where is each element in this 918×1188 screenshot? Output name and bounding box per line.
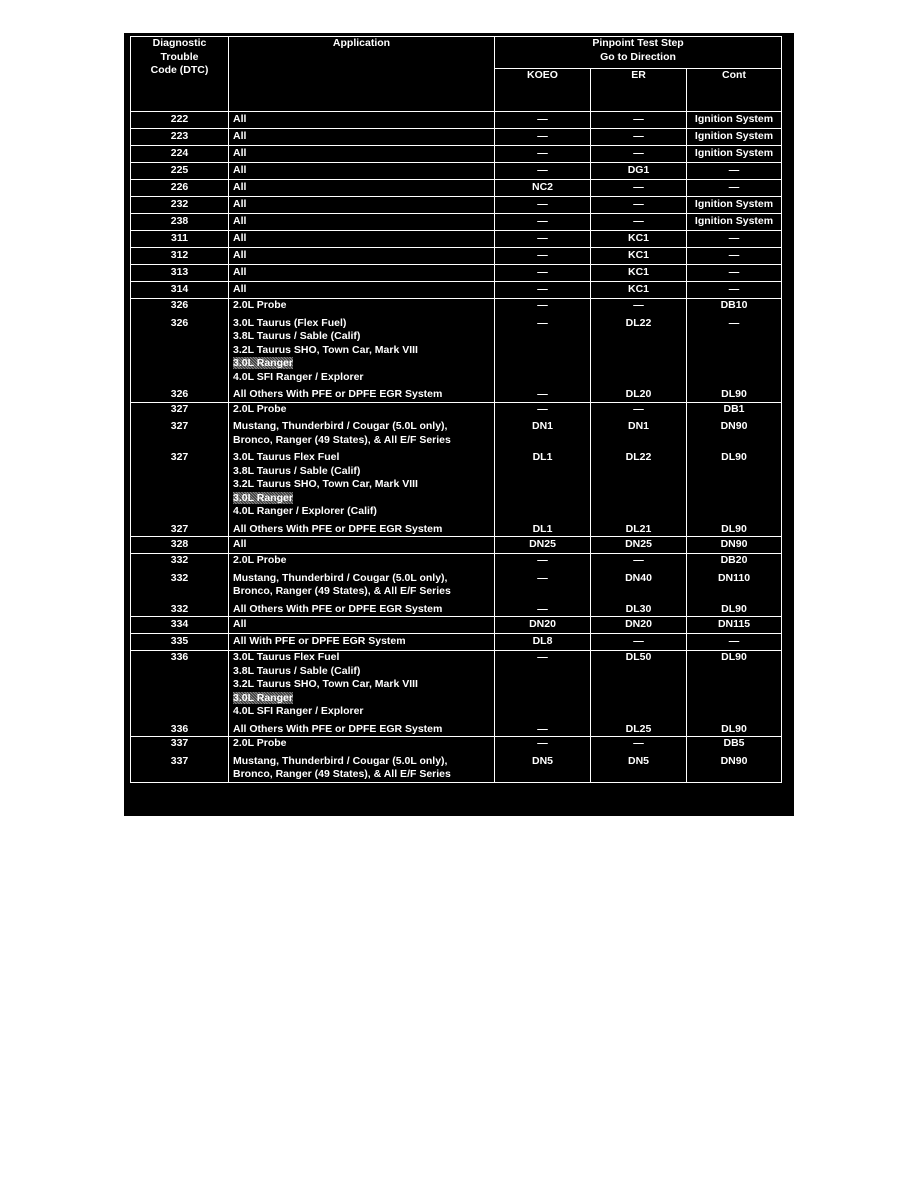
cell-er	[591, 231, 687, 248]
application-line: All	[233, 181, 247, 194]
cell-app	[229, 180, 495, 197]
cell-code	[131, 282, 229, 299]
table-row	[131, 402, 782, 537]
er-value: —	[633, 635, 644, 648]
cell-app	[229, 282, 495, 299]
dtc-code: 224	[170, 147, 189, 160]
application-line: 3.2L Taurus SHO, Town Car, Mark VIII	[233, 478, 418, 490]
application-line: All	[233, 147, 247, 160]
cont-value: DL90	[721, 388, 747, 400]
dtc-code: 335	[170, 635, 189, 648]
application-line: All	[233, 113, 247, 126]
dtc-code: 314	[170, 283, 189, 296]
er-value: DL20	[625, 388, 652, 400]
cont-value: Ignition System	[694, 147, 774, 160]
application-line: 2.0L Probe	[233, 554, 287, 566]
cell-er	[591, 112, 687, 129]
cell-cont	[687, 214, 782, 231]
application-line: All	[233, 283, 247, 296]
application-line: All Others With PFE or DPFE EGR System	[233, 388, 443, 400]
table-row	[131, 554, 782, 617]
cell-koeo	[495, 617, 591, 634]
koeo-value: —	[537, 316, 548, 329]
cell-app	[229, 537, 495, 554]
koeo-value: —	[537, 402, 548, 415]
cell-er	[591, 402, 687, 537]
application-line: 3.0L Taurus Flex Fuel	[233, 451, 340, 463]
dtc-code: 336	[170, 722, 189, 735]
application-line: All Others With PFE or DPFE EGR System	[233, 522, 443, 535]
cell-code	[131, 214, 229, 231]
application-line: 4.0L SFI Ranger / Explorer	[233, 370, 364, 383]
er-value: —	[633, 181, 644, 194]
cell-er	[591, 197, 687, 214]
cell-cont	[687, 282, 782, 299]
cell-code	[131, 112, 229, 129]
cell-app	[229, 231, 495, 248]
cell-er	[591, 146, 687, 163]
koeo-value: DL1	[532, 451, 553, 463]
cell-code	[131, 299, 229, 403]
cell-cont	[687, 163, 782, 180]
cell-cont	[687, 299, 782, 403]
cell-er	[591, 180, 687, 197]
cell-cont	[687, 180, 782, 197]
cont-value: —	[728, 283, 740, 296]
cell-cont	[687, 737, 782, 783]
cell-cont	[687, 537, 782, 554]
cont-value: Ignition System	[694, 113, 774, 126]
table-row	[131, 737, 782, 783]
dtc-code: 326	[170, 316, 189, 329]
application-line: 2.0L Probe	[233, 737, 287, 749]
cell-code	[131, 554, 229, 617]
er-value: KC1	[627, 266, 649, 279]
koeo-value: NC2	[531, 181, 553, 194]
table-row	[131, 146, 782, 163]
header-application: Application	[229, 37, 495, 112]
document-page	[124, 33, 794, 816]
application-line: All	[233, 618, 247, 631]
application-line: Mustang, Thunderbird / Cougar (5.0L only),	[233, 420, 448, 432]
application-line: All	[233, 215, 247, 228]
dtc-code: 238	[170, 215, 189, 228]
cell-code	[131, 651, 229, 737]
table-row	[131, 634, 782, 651]
koeo-value: DN25	[529, 538, 556, 551]
application-line: Mustang, Thunderbird / Cougar (5.0L only),	[233, 754, 448, 767]
cell-koeo	[495, 265, 591, 282]
cont-value: —	[728, 181, 740, 194]
cont-value: DL90	[721, 522, 747, 535]
cell-code	[131, 163, 229, 180]
table-row	[131, 231, 782, 248]
dtc-code: 327	[170, 420, 189, 432]
koeo-value: —	[537, 388, 548, 400]
table-row	[131, 163, 782, 180]
cont-value: —	[728, 164, 740, 177]
cell-er	[591, 214, 687, 231]
cell-cont	[687, 402, 782, 537]
header-er: ER	[591, 69, 687, 112]
cell-app	[229, 402, 495, 537]
cont-value: DB5	[723, 737, 745, 749]
koeo-value: —	[537, 198, 548, 211]
cell-koeo	[495, 129, 591, 146]
cont-value: Ignition System	[694, 215, 774, 228]
cell-cont	[687, 617, 782, 634]
dtc-table	[130, 36, 782, 783]
koeo-value: DL1	[532, 522, 553, 535]
koeo-value: DN5	[531, 754, 553, 767]
cont-value: DN90	[720, 420, 748, 432]
cell-app	[229, 617, 495, 634]
koeo-value: —	[537, 164, 548, 177]
er-value: KC1	[627, 283, 649, 296]
cell-cont	[687, 554, 782, 617]
koeo-value: —	[537, 602, 548, 615]
cont-value: Ignition System	[694, 198, 774, 211]
cell-koeo	[495, 651, 591, 737]
er-value: DN20	[625, 618, 652, 631]
cell-cont	[687, 634, 782, 651]
application-line: Bronco, Ranger (49 States), & All E/F Series	[233, 433, 451, 446]
table-row	[131, 248, 782, 265]
koeo-value: —	[537, 113, 548, 126]
cell-koeo	[495, 214, 591, 231]
koeo-value: DN20	[529, 618, 556, 631]
cell-cont	[687, 265, 782, 282]
er-value: —	[633, 147, 644, 160]
er-value: DN25	[625, 538, 652, 551]
header-cont: Cont	[687, 69, 782, 112]
table-row	[131, 112, 782, 129]
cell-koeo	[495, 112, 591, 129]
er-value: KC1	[627, 232, 649, 245]
koeo-value: —	[537, 722, 548, 735]
cell-er	[591, 299, 687, 403]
header-koeo: KOEO	[495, 69, 591, 112]
cont-value: —	[728, 266, 740, 279]
dtc-code: 312	[170, 249, 189, 262]
dtc-code: 336	[170, 651, 189, 663]
er-value: —	[633, 554, 644, 566]
table-row	[131, 537, 782, 554]
cell-app	[229, 299, 495, 403]
cell-er	[591, 617, 687, 634]
cell-koeo	[495, 634, 591, 651]
cell-koeo	[495, 231, 591, 248]
cell-cont	[687, 112, 782, 129]
cell-cont	[687, 231, 782, 248]
table-row	[131, 129, 782, 146]
cell-er	[591, 248, 687, 265]
application-line: 3.8L Taurus / Sable (Calif)	[233, 664, 361, 677]
cell-app	[229, 651, 495, 737]
dtc-code: 327	[170, 451, 189, 463]
er-value: DL50	[625, 651, 652, 663]
cell-cont	[687, 248, 782, 265]
application-line: All Others With PFE or DPFE EGR System	[233, 722, 443, 735]
application-line: All	[233, 232, 247, 245]
cont-value: —	[728, 232, 740, 245]
er-value: DL25	[625, 722, 652, 735]
cont-value: DN110	[717, 571, 751, 584]
application-line: Mustang, Thunderbird / Cougar (5.0L only),	[233, 571, 448, 584]
application-line: All	[233, 198, 247, 211]
dtc-code: 223	[170, 130, 189, 143]
cont-value: DN90	[720, 538, 748, 551]
koeo-value: —	[537, 215, 548, 228]
dtc-code: 232	[170, 198, 189, 211]
cell-app	[229, 146, 495, 163]
cell-app	[229, 554, 495, 617]
cont-value: —	[728, 635, 740, 648]
application-line: All	[233, 538, 247, 551]
cont-value: —	[728, 316, 740, 329]
er-value: —	[633, 130, 644, 143]
cont-value: DL90	[721, 651, 747, 663]
cell-code	[131, 737, 229, 783]
dtc-code: 225	[170, 164, 189, 177]
dtc-code: 337	[170, 737, 189, 749]
er-value: DN5	[627, 754, 649, 767]
koeo-value: —	[537, 554, 548, 566]
dtc-code: 332	[170, 571, 189, 584]
koeo-value: —	[537, 737, 548, 749]
cont-value: DN115	[717, 618, 751, 631]
er-value: —	[633, 113, 644, 126]
application-line	[233, 357, 490, 371]
cell-cont	[687, 129, 782, 146]
dtc-code: 326	[170, 299, 189, 311]
er-value: DL22	[625, 316, 652, 329]
cell-code	[131, 146, 229, 163]
cell-koeo	[495, 146, 591, 163]
dtc-code: 332	[170, 602, 189, 615]
table-row	[131, 651, 782, 737]
cell-er	[591, 163, 687, 180]
table-row	[131, 617, 782, 634]
er-value: DG1	[627, 164, 650, 177]
cont-value: DL90	[721, 722, 747, 735]
er-value: DN1	[627, 420, 649, 432]
koeo-value: —	[537, 232, 548, 245]
cell-code	[131, 634, 229, 651]
koeo-value: —	[537, 571, 548, 584]
koeo-value: —	[537, 266, 548, 279]
cell-code	[131, 402, 229, 537]
dtc-code: 222	[170, 113, 189, 126]
koeo-value: —	[537, 130, 548, 143]
application-line	[233, 692, 490, 706]
cont-value: DN90	[720, 754, 748, 767]
table-row	[131, 282, 782, 299]
cell-app	[229, 214, 495, 231]
cell-koeo	[495, 402, 591, 537]
application-line: 2.0L Probe	[233, 402, 287, 415]
application-line: All	[233, 266, 247, 279]
er-value: KC1	[627, 249, 649, 262]
cell-cont	[687, 651, 782, 737]
cont-value: DB20	[720, 554, 748, 566]
cell-cont	[687, 197, 782, 214]
cell-code	[131, 617, 229, 634]
cont-value: DL90	[721, 451, 747, 463]
table-row	[131, 299, 782, 403]
cont-value: DL90	[721, 602, 747, 615]
header-pinpoint-test-step: Pinpoint Test Step Go to Direction	[495, 37, 782, 69]
dtc-code: 313	[170, 266, 189, 279]
table-row	[131, 197, 782, 214]
cell-er	[591, 282, 687, 299]
highlighted-application: 3.0L Ranger	[233, 491, 293, 504]
application-line: 4.0L Ranger / Explorer (Calif)	[233, 505, 377, 517]
cell-code	[131, 265, 229, 282]
application-line: 3.8L Taurus / Sable (Calif)	[233, 464, 361, 477]
application-line: 3.0L Taurus (Flex Fuel)	[233, 316, 347, 329]
cell-cont	[687, 146, 782, 163]
koeo-value: —	[537, 147, 548, 160]
dtc-code: 327	[170, 402, 189, 415]
cont-value: DB10	[720, 299, 748, 311]
application-line: All With PFE or DPFE EGR System	[233, 635, 406, 648]
cell-koeo	[495, 554, 591, 617]
er-value: —	[633, 215, 644, 228]
cell-koeo	[495, 737, 591, 783]
application-line: Bronco, Ranger (49 States), & All E/F Series	[233, 585, 451, 597]
application-line: Bronco, Ranger (49 States), & All E/F Series	[233, 768, 451, 780]
dtc-code: 337	[170, 754, 189, 767]
highlighted-application: 3.0L Ranger	[233, 691, 293, 704]
cell-er	[591, 651, 687, 737]
application-line: 2.0L Probe	[233, 299, 287, 311]
cell-er	[591, 129, 687, 146]
dtc-code: 226	[170, 181, 189, 194]
dtc-code: 326	[170, 388, 189, 400]
cell-koeo	[495, 299, 591, 403]
cell-app	[229, 197, 495, 214]
cell-koeo	[495, 282, 591, 299]
header-dtc: Diagnostic Trouble Code (DTC)	[131, 37, 229, 112]
application-line	[233, 492, 490, 506]
cell-er	[591, 265, 687, 282]
cont-value: DB1	[723, 402, 745, 415]
cell-app	[229, 163, 495, 180]
er-value: —	[633, 402, 644, 415]
application-line: All Others With PFE or DPFE EGR System	[233, 602, 443, 615]
cell-code	[131, 248, 229, 265]
er-value: —	[633, 737, 644, 749]
cell-code	[131, 231, 229, 248]
cell-app	[229, 112, 495, 129]
cell-er	[591, 554, 687, 617]
er-value: DN40	[625, 571, 652, 584]
dtc-code: 328	[170, 538, 189, 551]
application-line: 3.2L Taurus SHO, Town Car, Mark VIII	[233, 678, 418, 690]
koeo-value: —	[537, 299, 548, 311]
cont-value: —	[728, 249, 740, 262]
application-line: All	[233, 164, 247, 177]
highlighted-application: 3.0L Ranger	[233, 357, 293, 369]
cell-er	[591, 537, 687, 554]
application-line: 3.8L Taurus / Sable (Calif)	[233, 330, 361, 342]
dtc-code: 311	[171, 232, 188, 245]
cell-app	[229, 737, 495, 783]
koeo-value: —	[537, 651, 548, 663]
cell-er	[591, 737, 687, 783]
cell-code	[131, 129, 229, 146]
application-line: All	[233, 249, 247, 262]
table-row	[131, 214, 782, 231]
er-value: DL22	[625, 451, 652, 463]
cell-code	[131, 537, 229, 554]
cell-app	[229, 265, 495, 282]
application-line: 3.2L Taurus SHO, Town Car, Mark VIII	[233, 343, 418, 356]
application-line: 4.0L SFI Ranger / Explorer	[233, 705, 364, 717]
er-value: DL21	[625, 522, 652, 535]
er-value: DL30	[625, 602, 652, 615]
cell-koeo	[495, 163, 591, 180]
cell-koeo	[495, 248, 591, 265]
cell-koeo	[495, 197, 591, 214]
cell-app	[229, 129, 495, 146]
er-value: —	[633, 299, 644, 311]
table-row	[131, 180, 782, 197]
application-line: All	[233, 130, 247, 143]
cont-value: Ignition System	[694, 130, 774, 143]
cell-koeo	[495, 180, 591, 197]
dtc-code: 332	[170, 554, 189, 566]
koeo-value: DN1	[531, 420, 553, 432]
cell-koeo	[495, 537, 591, 554]
cell-er	[591, 634, 687, 651]
dtc-code: 334	[170, 618, 189, 631]
cell-code	[131, 197, 229, 214]
cell-app	[229, 634, 495, 651]
koeo-value: —	[537, 283, 548, 296]
cell-app	[229, 248, 495, 265]
koeo-value: —	[537, 249, 548, 262]
koeo-value: DL8	[532, 635, 553, 648]
table-body	[131, 112, 782, 783]
table-row	[131, 265, 782, 282]
dtc-code: 327	[170, 522, 189, 535]
er-value: —	[633, 198, 644, 211]
cell-code	[131, 180, 229, 197]
application-line: 3.0L Taurus Flex Fuel	[233, 651, 340, 663]
